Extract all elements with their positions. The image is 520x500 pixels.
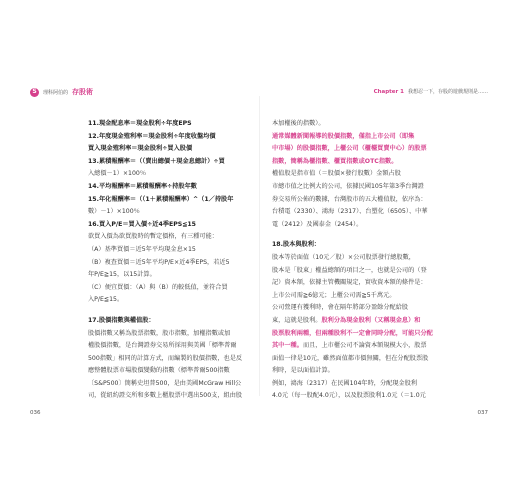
text-line: 股票股利兩種，但兩種股利不一定會同時分配，可能只分配	[272, 329, 433, 337]
running-header-right	[374, 88, 488, 95]
text-line: 欲買入價為欲買股時的暫定價格，有三種可能：	[88, 233, 218, 241]
text-line: 權股價指數，是台灣證券交易所採用與美國「標準普爾	[88, 342, 237, 350]
text-line	[272, 315, 444, 328]
text-line: 〔S&P500〕簡稱史坦普500，是由美國McGraw Hill公	[88, 379, 242, 387]
page-number-left: 036	[30, 410, 41, 416]
text-line: 券交易所公佈的數據，台灣股市的五大權值股，依序為：	[272, 195, 427, 203]
text-span: 東，這就是股利。	[272, 316, 322, 324]
chapter-title: 我想忍一下，存股的遊戲規則是……	[407, 89, 488, 95]
text-line: 權值股是指市值（＝股價×發行股數）金額占股	[272, 170, 401, 178]
text-line: （B）複查買價＝近5年平均P/E×近4季EPS，若近5	[88, 258, 230, 266]
text-line: 本加權後的指數）。	[272, 120, 325, 127]
text-line: 13.累積報酬率＝（（賣出總價＋現金息總計）÷買	[88, 157, 225, 165]
text-line: 入P/E≦15。	[88, 296, 124, 304]
text-line: 15.年化報酬率＝（（1＋累積報酬率）^（1／持股年	[88, 195, 234, 203]
highlight-span: 其中一種。	[272, 342, 303, 350]
text-line: 入總價－1）×100％	[88, 170, 147, 178]
text-line: 4.0元（每一股配4.0元），以及股票股利1.0元（＝1.0元	[272, 392, 426, 400]
book-title: 存股術	[72, 88, 94, 96]
text-line: 面值一律是10元，雖然面值都市價無關，但在分配股票股	[272, 354, 429, 362]
paragraph-gap	[272, 231, 444, 239]
running-header-left	[30, 87, 93, 97]
text-line: 買入現金殖利率＝現金股利÷買入股價	[88, 145, 193, 153]
text-line: 市總市值之比例大的公司，依據民國105年第3季台灣證	[272, 182, 424, 190]
left-page-body	[88, 118, 246, 403]
text-line: 上市公司需≧6億元；上櫃公司需≧5千萬元。	[272, 291, 396, 299]
text-line: 通常媒體新聞報導的股價指數，僅指上市公司（即集	[272, 132, 415, 140]
text-line: 12.年度現金殖利率＝現金股利÷年度收盤均價	[88, 132, 216, 140]
text-line: 數）－1）×100％	[88, 208, 140, 216]
right-page-body	[272, 118, 444, 403]
chapter-label: Chapter 1	[373, 89, 404, 95]
text-line: 股本等於面值（10元／股）×公司股票發行總股數，	[272, 253, 415, 261]
page-number-right: 037	[477, 410, 488, 416]
text-line: 14.平均報酬率＝累積報酬率÷持股年數	[88, 182, 197, 190]
text-line: （C）便宜買價：（A）與（B）的較低值，並符合買	[88, 283, 228, 291]
text-line: 17.股價指數與權值股：	[88, 316, 155, 324]
text-line: 電（2412）及國泰金（2454）。	[272, 220, 363, 228]
spine-divider	[259, 96, 260, 396]
text-line: 指數，簡稱為櫃指數、櫃買指數或OTC指數。	[272, 157, 398, 165]
text-line: 年P/E≧15，以15計算。	[88, 271, 156, 279]
text-line: 股價指數又稱為股票指數，股市指數，加權指數或加	[88, 329, 231, 337]
text-line: 公司營運有獲利時，會在隔年將部分盈餘分配給股	[272, 304, 409, 312]
text-line: 司，從紐約證交所和多數上櫃股票中選出500支，組由股	[88, 392, 243, 400]
book-logo-icon: S	[30, 88, 39, 97]
text-line: 中市場）的股價指數，上櫃公司（櫃檯買賣中心）的股票	[272, 145, 427, 153]
text-line: 11.現金配息率＝現金股利÷年度EPS	[88, 120, 192, 127]
text-line: 記）資本額，依據主管機關規定，實收資本額的條件是：	[272, 279, 427, 287]
text-line: 應整體股票市場股價變動的指數（標準普爾500指數	[88, 367, 230, 375]
paragraph-gap	[88, 307, 246, 315]
text-line: 台積電（2330）、鴻海（2317）、台塑化（6505）、中華	[272, 208, 428, 216]
text-line: （A）基準買價＝近5年平均現金息×15	[88, 245, 196, 253]
text-line: 16.買入P/E＝買入價÷近4季EPS≦15	[88, 220, 196, 228]
text-span: 而且，上市櫃公司不論資本額規模大小，股票	[302, 342, 427, 350]
text-line: 利時，是以面值計算。	[272, 367, 334, 375]
text-line: 18.股本與股利：	[272, 241, 321, 249]
text-line	[272, 340, 444, 353]
text-line: 500指數」相同的計算方式，而編製的股價指數，也是反	[88, 354, 243, 362]
text-line: 例如，鴻海（2317）在民國104年時，分配現金股利	[272, 379, 418, 387]
series-label: 理科阿伯的	[43, 89, 69, 96]
text-line: 股本是「股東」權益總額的項目之一，也就是公司的（登	[272, 266, 427, 274]
highlight-span: 股利分為現金股利（又稱現金息）和	[321, 316, 421, 324]
